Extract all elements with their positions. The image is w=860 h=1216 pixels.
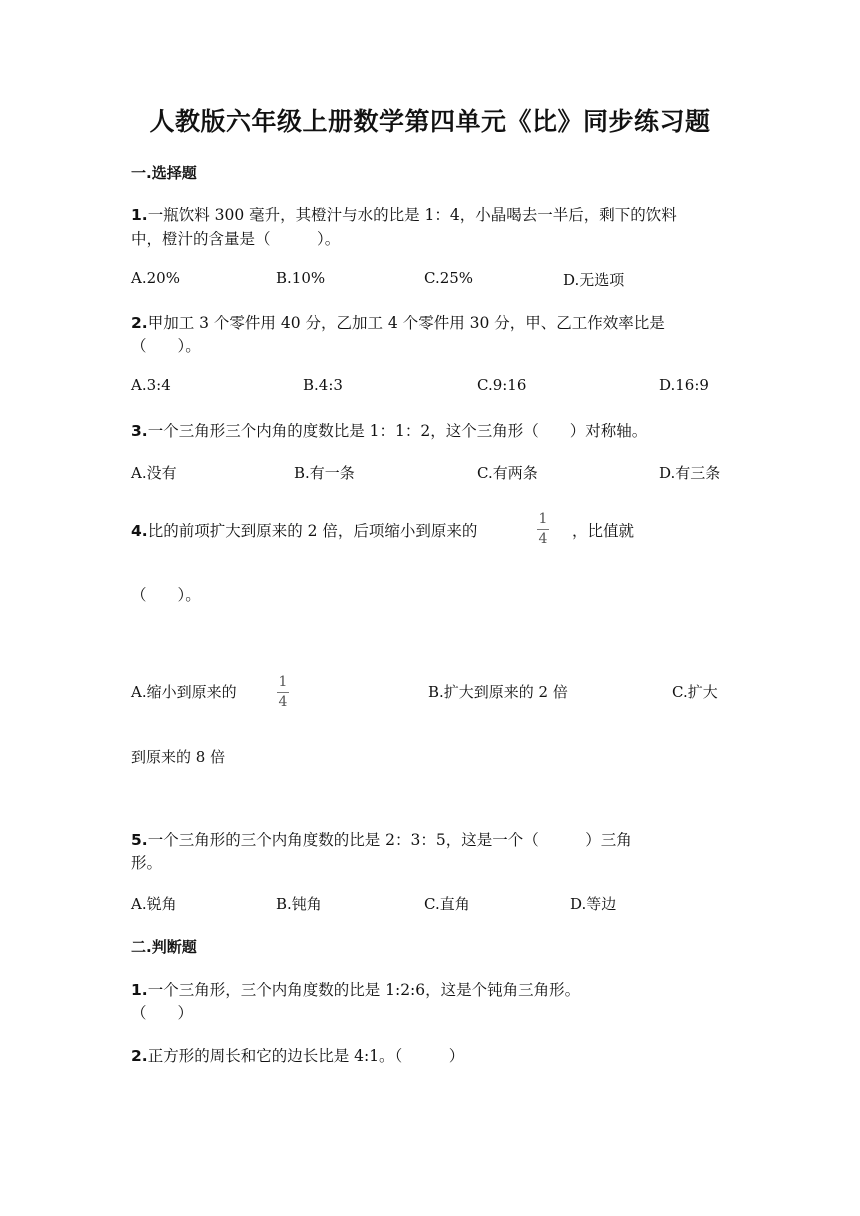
question-text: 一瓶饮料 300 毫升，其橙汁与水的比是 1：4，小晶喝去一半后，剩下的饮料 [147, 206, 677, 224]
option-a[interactable]: A.没有 [131, 464, 177, 482]
question-1-line2: 中，橙汁的含量是（ ）。 [131, 230, 341, 248]
question-2 [131, 311, 665, 333]
question-number: 2. [131, 314, 148, 332]
option-b[interactable]: B.钝角 [276, 895, 322, 913]
fraction-one-quarter [537, 512, 549, 547]
question-number: 1. [131, 206, 148, 224]
judgement-2 [131, 1044, 464, 1066]
question-number: 1. [131, 981, 148, 999]
judgement-1 [131, 978, 580, 1000]
judgement-1-answer-blank[interactable]: （ ） [131, 1004, 194, 1022]
fraction-denominator: 4 [278, 694, 288, 710]
fraction-numerator: 1 [538, 511, 548, 527]
question-text: 一个三角形三个内角的度数比是 1：1：2，这个三角形（ ）对称轴。 [147, 422, 648, 440]
question-text: 正方形的周长和它的边长比是 4:1。（ ） [147, 1047, 465, 1065]
question-4-text-after: ，比值就 [572, 522, 635, 540]
fraction-bar [537, 529, 549, 530]
fraction-denominator: 4 [538, 531, 548, 547]
question-2-line2: （ ）。 [131, 337, 201, 355]
option-c[interactable]: C.有两条 [477, 464, 538, 482]
question-4-line2: （ ）。 [131, 586, 201, 604]
question-text: 甲加工 3 个零件用 40 分，乙加工 4 个零件用 30 分，甲、乙工作效率比是 [147, 314, 665, 332]
option-b[interactable]: B.10% [276, 269, 326, 287]
question-text: 一个三角形，三个内角度数的比是 1:2:6，这是个钝角三角形。 [147, 981, 581, 999]
option-d[interactable]: D.16:9 [659, 376, 709, 394]
question-1 [131, 203, 677, 225]
question-number: 3. [131, 422, 148, 440]
question-3 [131, 419, 647, 441]
option-c[interactable]: C.直角 [424, 895, 470, 913]
option-d[interactable]: D.等边 [570, 895, 617, 913]
option-b[interactable]: B.4:3 [303, 376, 343, 394]
option-a[interactable]: A.3:4 [131, 376, 171, 394]
fraction-bar [277, 692, 289, 693]
option-d[interactable]: D.无选项 [563, 271, 625, 289]
question-text: 一个三角形的三个内角度数的比是 2：3：5，这是一个（ ）三角 [147, 831, 632, 849]
section-heading-choice: 一.选择题 [131, 164, 197, 182]
fraction-numerator: 1 [278, 674, 288, 690]
option-c[interactable]: C.9:16 [477, 376, 527, 394]
option-a-text: A.缩小到原来的 [131, 683, 237, 701]
question-5 [131, 828, 632, 850]
question-5-line2: 形。 [131, 854, 163, 872]
option-c-continued[interactable]: 到原来的 8 倍 [131, 748, 226, 766]
question-number: 5. [131, 831, 148, 849]
option-d[interactable]: D.有三条 [659, 464, 721, 482]
option-a[interactable]: A.20% [131, 269, 180, 287]
question-4 [131, 519, 477, 541]
option-a[interactable]: A.锐角 [131, 895, 177, 913]
question-text: 比的前项扩大到原来的 2 倍，后项缩小到原来的 [147, 522, 478, 540]
fraction-one-quarter [277, 675, 289, 710]
page-title: 人教版六年级上册数学第四单元《比》同步练习题 [149, 107, 711, 136]
question-number: 2. [131, 1047, 148, 1065]
option-a[interactable] [131, 681, 237, 702]
option-b[interactable]: B.扩大到原来的 2 倍 [428, 683, 568, 701]
option-b[interactable]: B.有一条 [294, 464, 355, 482]
option-c[interactable]: C.扩大 [672, 683, 718, 701]
option-c[interactable]: C.25% [424, 269, 474, 287]
question-number: 4. [131, 522, 148, 540]
section-heading-judgement: 二.判断题 [131, 938, 197, 956]
